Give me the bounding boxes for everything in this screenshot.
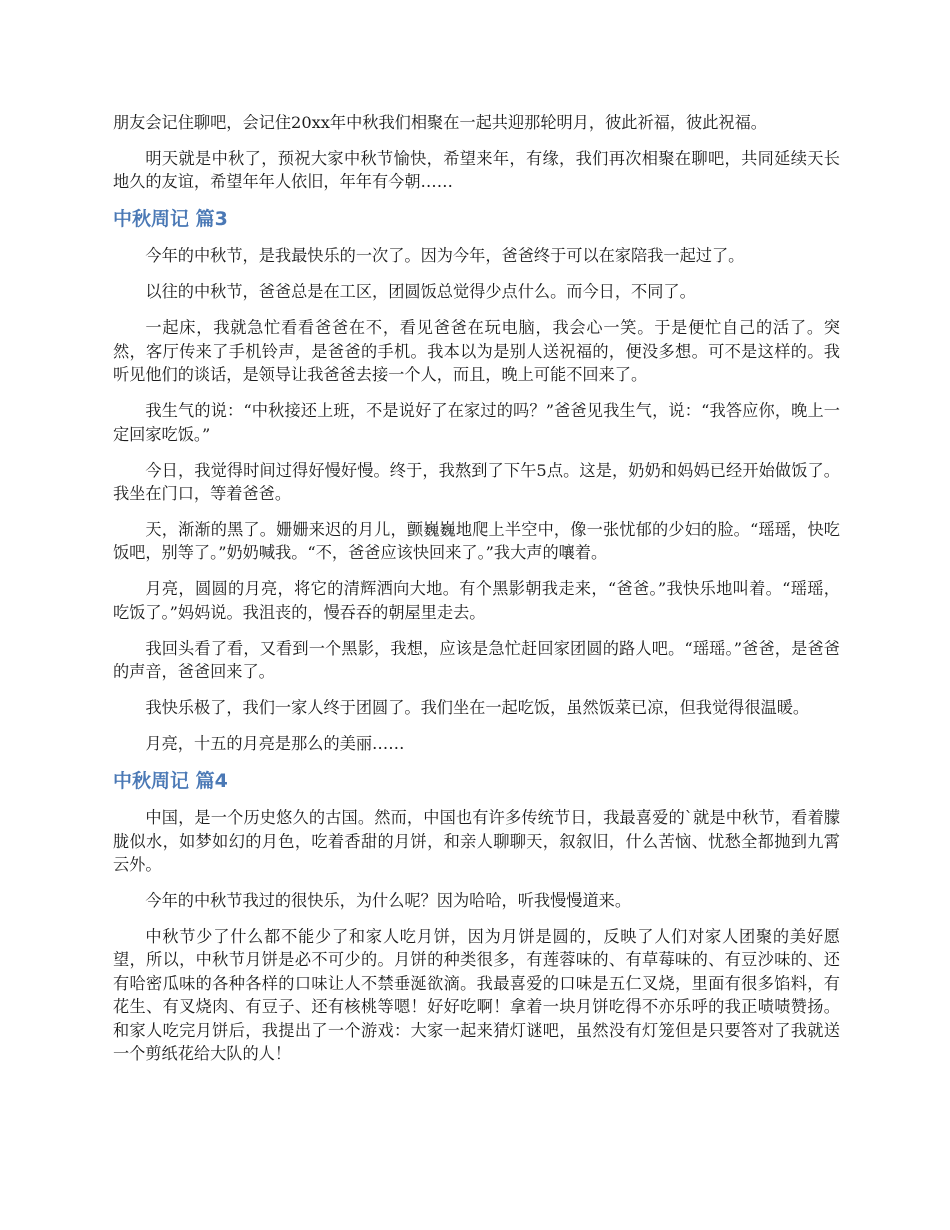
paragraph: 今年的中秋节我过的很快乐，为什么呢？因为哈哈，听我慢慢道来。 — [145, 891, 632, 911]
document-page — [113, 111, 840, 1078]
paragraph: 一起床，我就急忙看看爸爸在不，看见爸爸在玩电脑，我会心一笑。于是便忙自己的活了。突然，客厅传来了手机铃声，是爸爸的手机。我本以为是别人送祝福的，便没多想。可不是这样的。我听见他们的谈话，是领导让我爸爸去接一个人，而且，晚上可能不回来了。 — [113, 318, 840, 385]
paragraph: 天，渐渐的黑了。姗姗来迟的月儿，颤巍巍地爬上半空中，像一张忧郁的少妇的脸。“瑶瑶，快吃饭吧，别等了。”奶奶喊我。“不，爸爸应该快回来了。”我大声的嚷着。 — [113, 520, 840, 563]
paragraph: 月亮，圆圆的月亮，将它的清辉洒向大地。有个黑影朝我走来，“爸爸。”我快乐地叫着。“瑶瑶，吃饭了。”妈妈说。我沮丧的，慢吞吞的朝屋里走去。 — [113, 579, 840, 622]
paragraph: 中秋节少了什么都不能少了和家人吃月饼，因为月饼是圆的，反映了人们对家人团聚的美好愿望，所以，中秋节月饼是必不可少的。月饼的种类很多，有莲蓉味的、有草莓味的、有豆沙味的、还有哈密瓜味的各种各样的口味让人不禁垂涎欲滴。我最喜爱的口味是五仁叉烧，里面有很多馅料，有花生、有叉烧肉、有豆子、还有核桃等嗯！好好吃啊！拿着一块月饼吃得不亦乐呼的我正啧啧赞扬。和家人吃完月饼后，我提出了一个游戏：大家一起来猜灯谜吧，虽然没有灯笼但是只要答对了我就送一个剪纸花给大队的人！ — [113, 927, 840, 1064]
section-heading: 中秋周记 篇3 — [113, 208, 228, 231]
paragraph: 今年的中秋节，是我最快乐的一次了。因为今年，爸爸终于可以在家陪我一起过了。 — [145, 246, 745, 266]
paragraph: 中国，是一个历史悠久的古国。然而，中国也有许多传统节日，我最喜爱的`就是中秋节，看着朦胧似水，如梦如幻的月色，吃着香甜的月饼，和亲人聊聊天，叙叙旧，什么苦恼、忧愁全都抛到九霄云外。 — [113, 808, 840, 875]
paragraph: 以往的中秋节，爸爸总是在工区，团圆饭总觉得少点什么。而今日，不同了。 — [145, 282, 696, 302]
paragraph: 朋友会记住聊吧，会记住20xx年中秋我们相聚在一起共迎那轮明月，彼此祈福，彼此祝福。 — [113, 113, 767, 132]
paragraph: 月亮，十五的月亮是那么的美丽…… — [145, 734, 405, 754]
paragraph: 我回头看了看，又看到一个黑影，我想，应该是急忙赶回家团圆的路人吧。“瑶瑶。”爸爸，是爸爸的声音，爸爸回来了。 — [113, 638, 840, 682]
paragraph: 我生气的说：“中秋接还上班，不是说好了在家过的吗？”爸爸见我生气，说：“我答应你，晚上一定回家吃饭。” — [113, 401, 840, 444]
section-heading: 中秋周记 篇4 — [113, 770, 228, 793]
paragraph: 明天就是中秋了，预祝大家中秋节愉快，希望来年，有缘，我们再次相聚在聊吧，共同延续天长地久的友谊，希望年年人依旧，年年有今朝…… — [113, 149, 840, 192]
paragraph: 我快乐极了，我们一家人终于团圆了。我们坐在一起吃饭，虽然饭菜已凉，但我觉得很温暖。 — [145, 698, 810, 718]
paragraph: 今日，我觉得时间过得好慢好慢。终于，我熬到了下午5点。这是，奶奶和妈妈已经开始做饭了。我坐在门口，等着爸爸。 — [113, 460, 840, 504]
